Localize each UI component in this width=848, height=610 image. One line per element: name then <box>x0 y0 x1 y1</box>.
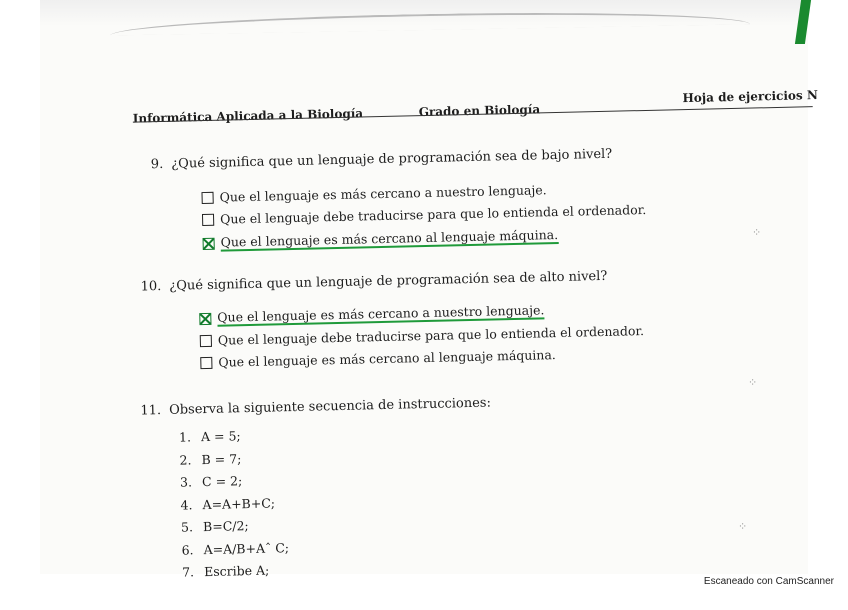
step-code: A=A/B+Aˆ C; <box>203 539 290 557</box>
question-number: 11. <box>140 403 162 419</box>
checkbox[interactable] <box>200 356 212 368</box>
step-number: 2. <box>179 451 192 468</box>
checkbox[interactable] <box>201 191 213 203</box>
step-number: 1. <box>178 429 192 445</box>
instruction-row <box>179 427 287 452</box>
option-text: Que el lenguaje es más cercano a nuestro lenguaje. <box>217 302 545 325</box>
step-code: A=A+B+C; <box>202 494 276 512</box>
question-11 <box>140 396 491 419</box>
step-code: A = 5; <box>200 428 241 445</box>
instruction-row <box>180 472 288 497</box>
question-text: Observa la siguiente secuencia de instrucciones: <box>168 395 492 418</box>
step-code: B = 7; <box>201 450 242 467</box>
checkbox-checked[interactable] <box>203 237 215 249</box>
step-code: Escribe A; <box>203 562 270 580</box>
scan-speck: ⁘ <box>738 520 748 533</box>
step-number: 4. <box>180 496 193 513</box>
step-number: 7. <box>181 564 195 580</box>
checkbox[interactable] <box>202 213 214 225</box>
option-text: Que el lenguaje debe traducirse para que lo entienda el ordenador. <box>219 201 647 227</box>
option-text: Que el lenguaje es más cercano al lenguaje máquina. <box>220 226 559 250</box>
step-number: 3. <box>179 474 193 490</box>
scan-speck: ⁘ <box>748 376 758 389</box>
course-title: Informática Aplicada a la Biología <box>132 106 364 126</box>
sheet-title: Hoja de ejercicios N <box>682 88 819 106</box>
q10-option-2[interactable] <box>200 323 644 348</box>
q9-option-3[interactable] <box>202 227 558 252</box>
question-9 <box>151 147 613 172</box>
step-number: 5. <box>180 519 194 535</box>
option-text: Que el lenguaje es más cercano al lenguaje máquina. <box>218 347 556 370</box>
instruction-row <box>180 495 288 520</box>
instruction-row <box>179 450 287 475</box>
question-text: ¿Qué significa que un lenguaje de programación sea de alto nivel? <box>169 268 608 294</box>
checkbox[interactable] <box>200 334 212 346</box>
question-number: 9. <box>150 156 164 173</box>
question-number: 10. <box>140 279 162 295</box>
step-number: 6. <box>181 541 194 558</box>
question-text: ¿Qué significa que un lenguaje de programación sea de bajo nivel? <box>171 146 613 172</box>
instruction-row <box>181 517 289 542</box>
option-text: Que el lenguaje es más cercano a nuestro lenguaje. <box>219 182 547 205</box>
scanner-watermark: Escaneado con CamScanner <box>703 576 834 587</box>
q9-option-1[interactable] <box>201 182 546 205</box>
document-header <box>132 88 819 126</box>
instruction-row <box>181 540 289 565</box>
q10-option-1[interactable] <box>199 302 544 327</box>
q9-option-2[interactable] <box>202 202 646 227</box>
instruction-list <box>179 427 290 587</box>
degree-title: Grado en Biología <box>418 102 541 120</box>
checkbox-checked[interactable] <box>199 312 211 324</box>
question-10 <box>140 269 607 295</box>
step-code: C = 2; <box>201 473 243 490</box>
step-code: B=C/2; <box>202 518 249 535</box>
scan-speck: ⁘ <box>752 226 762 239</box>
instruction-row <box>182 562 290 587</box>
q10-option-3[interactable] <box>200 347 556 370</box>
option-text: Que el lenguaje debe traducirse para que lo entienda el ordenador. <box>217 323 645 348</box>
